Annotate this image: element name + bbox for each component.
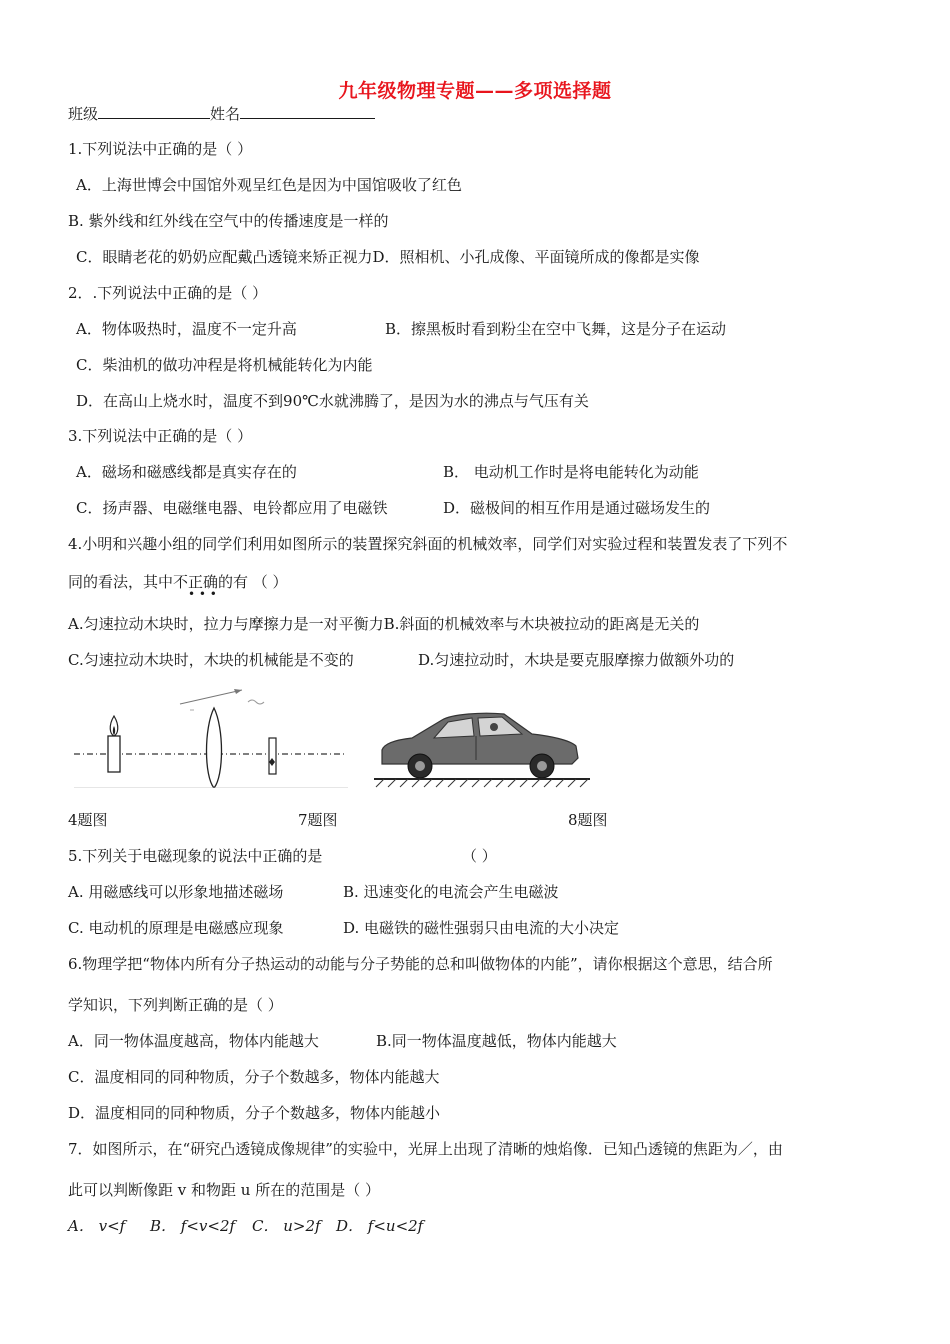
q6-stem-line2: 学知识，下列判断正确的是（ ） — [68, 996, 283, 1014]
q5-option-a: A. 用磁感线可以形象地描述磁场 — [68, 883, 284, 901]
q3-option-d: D．磁极间的相互作用是通过磁场发生的 — [443, 499, 711, 517]
q5-answer-paren: （ ） — [462, 847, 497, 865]
caption-figure-8: 8题图 — [568, 811, 608, 829]
caption-figure-7: 7题图 — [298, 811, 338, 829]
q6-stem-line1: 6.物理学把“物体内所有分子热运动的动能与分子势能的总和叫做物体的内能”，请你根据这个意思，结合所 — [68, 955, 773, 973]
q4-option-c: C.匀速拉动木块时，木块的机械能是不变的 — [68, 651, 354, 669]
q3-option-c: C．扬声器、电磁继电器、电铃都应用了电磁铁 — [76, 499, 388, 517]
q5-option-b: B. 迅速变化的电流会产生电磁波 — [343, 883, 559, 901]
q6-option-a: A．同一物体温度越高，物体内能越大 — [68, 1032, 319, 1050]
emphasis-dots: • • • — [188, 587, 217, 601]
q2-option-a: A．物体吸热时，温度不一定升高 — [76, 320, 297, 338]
q5-option-d: D. 电磁铁的磁性强弱只由电流的大小决定 — [343, 919, 620, 937]
q2-option-d: D．在高山上烧水时，温度不到90℃水就沸腾了，是因为水的沸点与气压有关 — [76, 392, 589, 410]
class-label: 班级 — [68, 105, 99, 123]
q2-option-b: B．擦黑板时看到粉尘在空中飞舞，这是分子在运动 — [385, 320, 727, 338]
q3-option-a: A．磁场和磁感线都是真实存在的 — [76, 463, 297, 481]
name-blank — [240, 104, 375, 119]
q5-stem: 5.下列关于电磁现象的说法中正确的是 — [68, 847, 323, 865]
q7-option-d: D． f<u<2f — [336, 1217, 424, 1235]
q1-option-cd: C．眼睛老花的奶奶应配戴凸透镜来矫正视力D．照相机、小孔成像、平面镜所成的像都是实像 — [76, 248, 700, 266]
q6-option-b: B.同一物体温度越低，物体内能越大 — [376, 1032, 617, 1050]
q1-stem: 1.下列说法中正确的是（ ） — [68, 140, 253, 158]
q5-option-c: C. 电动机的原理是电磁感应现象 — [68, 919, 284, 937]
q2-stem: 2．.下列说法中正确的是（ ） — [68, 284, 268, 302]
q7-option-a: A． v<f — [68, 1217, 126, 1235]
q7-option-b: B． f<v<2f — [150, 1217, 236, 1235]
q7-stem-line2: 此可以判断像距 v 和物距 u 所在的范围是（ ） — [68, 1181, 380, 1199]
q1-option-a: A．上海世博会中国馆外观呈红色是因为中国馆吸收了红色 — [76, 176, 462, 194]
class-blank — [98, 104, 210, 119]
page-title: 九年级物理专题——多项选择题 — [338, 80, 612, 102]
car-figure — [372, 700, 592, 788]
q1-option-b: B. 紫外线和红外线在空气中的传播速度是一样的 — [68, 212, 389, 230]
q4-stem-line1: 4.小明和兴趣小组的同学们利用如图所示的装置探究斜面的机械效率，同学们对实验过程和装置发表了下列不 — [68, 535, 788, 553]
lens-experiment-figure — [72, 688, 352, 788]
header-row — [68, 104, 375, 124]
q7-option-c: C． u>2f — [252, 1217, 321, 1235]
q2-option-c: C．柴油机的做功冲程是将机械能转化为内能 — [76, 356, 373, 374]
q6-option-c: C．温度相同的同种物质，分子个数越多，物体内能越大 — [68, 1068, 440, 1086]
name-label: 姓名 — [210, 105, 241, 123]
q4-option-d: D.匀速拉动时，木块是要克服摩擦力做额外功的 — [418, 651, 735, 669]
q3-option-b: B． 电动机工作时是将电能转化为动能 — [443, 463, 699, 481]
q3-stem: 3.下列说法中正确的是（ ） — [68, 427, 253, 445]
caption-figure-4: 4题图 — [68, 811, 108, 829]
q4-stem-line2: 同的看法，其中不正确的有 （ ） — [68, 573, 288, 591]
q4-option-ab: A.匀速拉动木块时，拉力与摩擦力是一对平衡力B.斜面的机械效率与木块被拉动的距离是无关的 — [68, 615, 700, 633]
q6-option-d: D．温度相同的同种物质，分子个数越多，物体内能越小 — [68, 1104, 441, 1122]
q7-stem-line1: 7．如图所示，在“研究凸透镜成像规律”的实验中，光屏上出现了清晰的烛焰像．已知凸透镜的焦距为／，由 — [68, 1140, 783, 1158]
